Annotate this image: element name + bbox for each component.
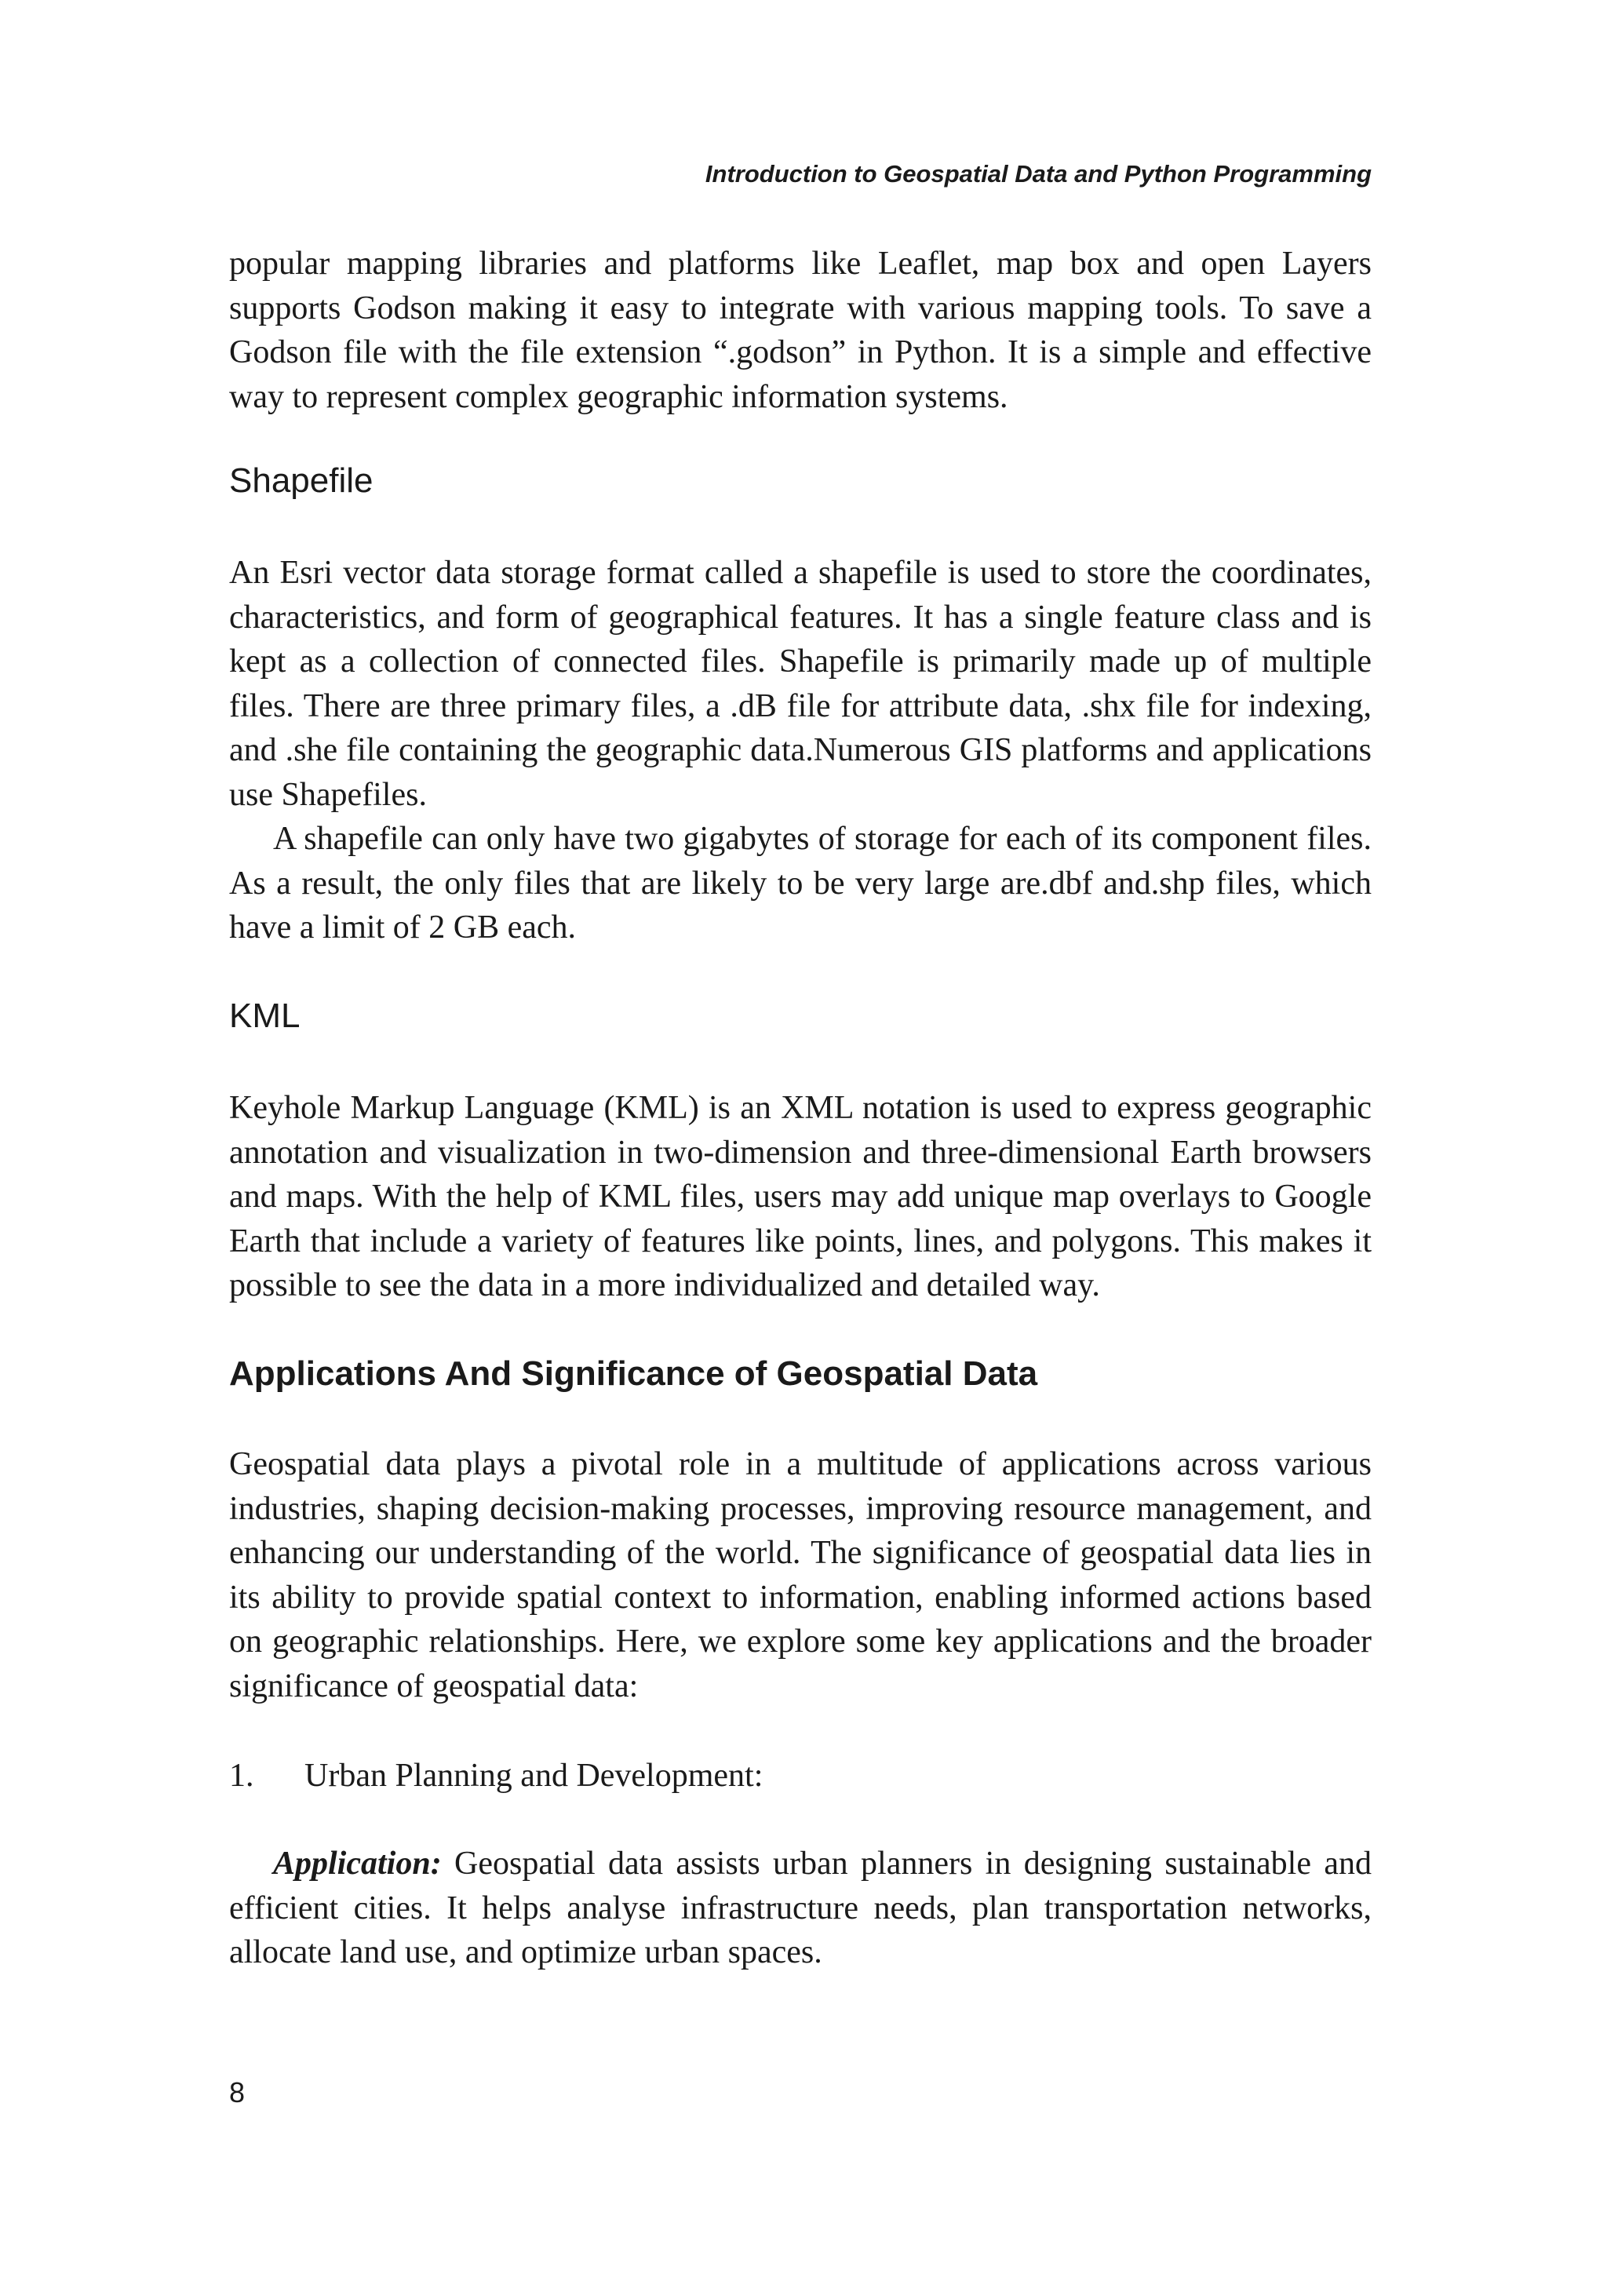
application-text: Geospatial data assists urban planners in designing sustainable and efficient cities. It helps analyse infrastructure needs, plan transportation networks, allocate land use, and optimize urban spaces. xyxy=(229,1846,1372,1970)
intro-paragraph: popular mapping libraries and platforms like Leaflet, map box and open Layers supports Godson making it easy to integrate with various mapping tools. To save a Godson file with the file extension “.godson” in Python. It is a simple and effective way to represent complex geographic information systems. xyxy=(229,246,1372,415)
kml-paragraph: Keyhole Markup Language (KML) is an XML notation is used to express geographic annotation and visualization in two-dimension and three-dimensional Earth browsers and maps. With the help of KML files, users may add unique map overlays to Google Earth that include a variety of features like points, lines, and polygons. This makes it possible to see the data in a more individualized and detailed way. xyxy=(229,1090,1372,1303)
application-text-block xyxy=(229,1842,1372,1975)
intro-paragraph-block xyxy=(229,242,1372,419)
list-item-urban-planning xyxy=(229,1754,763,1798)
shapefile-paragraph-2: A shapefile can only have two gigabytes of storage for each of its component files. As a result, the only files that are likely to be very large are.dbf and.shp files, which have a limit of 2 GB each. xyxy=(229,821,1372,946)
shapefile-paragraph-1: An Esri vector data storage format called a shapefile is used to store the coordinates, characteristics, and form of geographical features. It has a single feature class and is kept as a collection of connected files. Shapefile is primarily made up of multiple files. There are three primary files, a .dB file for attribute data, .shx file for indexing, and .she file containing the geographic data.Numerous GIS platforms and applications use Shapefiles. xyxy=(229,555,1372,813)
shapefile-heading: Shapefile xyxy=(229,461,374,500)
kml-text-block xyxy=(229,1086,1372,1308)
list-item-label: Urban Planning and Development: xyxy=(304,1758,763,1794)
applications-heading: Applications And Significance of Geospatial Data xyxy=(229,1354,1038,1393)
page-number: 8 xyxy=(229,2076,246,2108)
applications-paragraph: Geospatial data plays a pivotal role in a multitude of applications across various industries, shaping decision-making processes, improving resource management, and enhancing our understanding of the world. The significance of geospatial data lies in its ability to provide spatial context to information, enabling informed actions based on geographic relationships. Here, we explore some key applications and the broader significance of geospatial data: xyxy=(229,1446,1372,1704)
shapefile-text-block xyxy=(229,551,1372,950)
list-number: 1. xyxy=(229,1758,254,1794)
running-header: Introduction to Geospatial Data and Python Programming xyxy=(705,160,1372,188)
application-paragraph xyxy=(229,1842,1372,1975)
kml-heading: KML xyxy=(229,997,301,1035)
applications-text-block xyxy=(229,1442,1372,1708)
application-label: Application: xyxy=(273,1846,442,1882)
